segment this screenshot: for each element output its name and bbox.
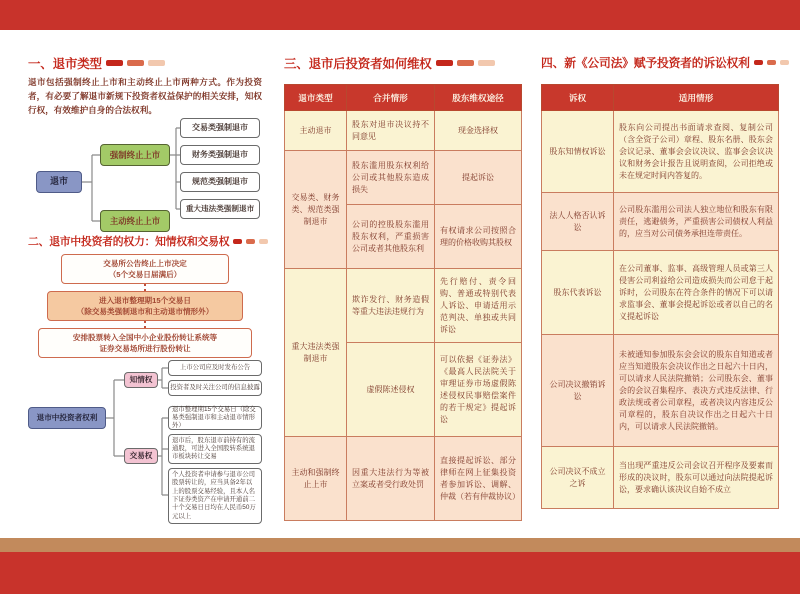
table-row <box>542 447 779 509</box>
litigation-rights-table <box>541 84 779 509</box>
cell-type: 主动退市 <box>285 111 347 151</box>
cell-remedy: 直接提起诉讼、部分律师在网上征集投资者参加诉讼、调解、仲裁（若有仲裁协议） <box>435 437 522 521</box>
cell-remedy: 有权请求公司按照合理的价格收购其股权 <box>435 205 522 269</box>
col-header-litigation-right: 诉权 <box>542 85 614 111</box>
table-row <box>285 111 522 151</box>
flow-node-trading-right: 交易权 <box>124 448 158 464</box>
section2-title: 二、退市中投资者的权力：知情权和交易权 <box>28 236 230 248</box>
table-row <box>542 193 779 251</box>
investor-rights-flowchart <box>28 360 262 528</box>
heading-dash-icon <box>259 239 268 244</box>
col-header-remedy: 股东维权途径 <box>435 85 522 111</box>
step-line: 证券交易场所进行股份转让 <box>99 344 191 353</box>
rights-protection-table-wrap <box>284 84 521 521</box>
cell-type: 重大违法类强制退市 <box>285 269 347 437</box>
delisting-types-flowchart <box>28 118 262 234</box>
flow-node-delisting: 退市 <box>36 171 82 193</box>
cell-right: 股东知情权诉讼 <box>542 111 614 193</box>
cell-remedy: 先行赔付、责令回购、普通或特别代表人诉讼、申请适用示范判决、单独或共同诉讼 <box>435 269 522 343</box>
cell-scenario: 公司股东滥用公司法人独立地位和股东有限责任，逃避债务，严重损害公司债权人利益的，应当对公司债务承担连带责任。 <box>614 193 779 251</box>
bottom-tan-band <box>0 538 800 552</box>
section1-heading <box>28 54 165 72</box>
step-line: （5个交易日届满后） <box>108 270 182 279</box>
flow-leaf-individual-investor-requirements: 个人投资者申请参与退市公司股票转让的，应当具备2年以上的股票交易经验，且本人名下证券类资产在申请开通前二十个交易日日均在人民币50万元以上 <box>168 468 262 524</box>
section4-heading <box>541 54 789 71</box>
heading-dash-icon <box>246 239 255 244</box>
heading-dash-icon <box>767 60 776 65</box>
heading-dash-icon <box>478 60 495 66</box>
col-header-applicable-situation: 适用情形 <box>614 85 779 111</box>
step-sorting-period <box>47 291 243 321</box>
litigation-rights-table-wrap <box>541 84 778 509</box>
heading-dash-icon <box>148 60 165 66</box>
table-row <box>542 251 779 335</box>
table-header-row <box>542 85 779 111</box>
cell-case: 因重大违法行为等被立案或者受行政处罚 <box>347 437 435 521</box>
cell-case: 欺诈发行、财务造假等重大违法违规行为 <box>347 269 435 343</box>
heading-dash-icon <box>754 60 763 65</box>
step-line: （除交易类强制退市和主动退市情形外） <box>76 307 214 316</box>
section1-intro: 退市包括强制终止上市和主动终止上市两种方式。作为投资者，有必要了解退市新规下投资者权益保护的相关安排，知权行权，有效维护自身的合法权利。 <box>28 77 262 115</box>
rights-protection-table <box>284 84 522 521</box>
table-header-row <box>285 85 522 111</box>
cell-case: 公司的控股股东滥用股东权利，严重损害公司或者其他股东利 <box>347 205 435 269</box>
cell-right: 公司决议撤销诉讼 <box>542 335 614 447</box>
step-line: 安排股票转入全国中小企业股份转让系统等 <box>72 333 218 342</box>
section2-heading <box>28 234 268 249</box>
cell-right: 公司决议不成立之诉 <box>542 447 614 509</box>
section1-title: 一、退市类型 <box>28 57 102 71</box>
table-row <box>542 111 779 193</box>
step-line: 交易所公告终止上市决定 <box>103 259 187 268</box>
cell-type: 主动和强制终止上市 <box>285 437 347 521</box>
cell-right: 法人人格否认诉讼 <box>542 193 614 251</box>
flow-leaf-nees-transfer: 退市后，股东退市前持有的流通股，可进入全国股转系统退市板块转让交易 <box>168 434 262 464</box>
table-row <box>285 269 522 343</box>
cell-remedy: 提起诉讼 <box>435 151 522 205</box>
cell-case: 股东滥用股东权利给公司或其他股东造成损失 <box>347 151 435 205</box>
step-transfer <box>38 328 252 358</box>
cell-remedy: 现金选择权 <box>435 111 522 151</box>
flow-node-investor-rights: 退市中投资者权利 <box>28 407 106 429</box>
flow-leaf-compliance-type: 规范类强制退市 <box>180 172 260 192</box>
delisting-process-steps <box>28 254 262 358</box>
heading-dash-icon <box>457 60 474 66</box>
table-row <box>285 437 522 521</box>
col-header-delisting-type: 退市类型 <box>285 85 347 111</box>
table-row <box>285 151 522 205</box>
flow-node-voluntary-delisting: 主动终止上市 <box>100 210 170 232</box>
dotted-connector <box>144 321 146 328</box>
flow-node-right-to-know: 知情权 <box>124 372 158 388</box>
column-rights-protection <box>284 30 521 538</box>
cell-type: 交易类、财务类、规范类强制退市 <box>285 151 347 269</box>
flow-leaf-financial-type: 财务类强制退市 <box>180 145 260 165</box>
flow-leaf-sorting-period: 退市整理期15个交易日（除交易类强制退市和主动退市情形外） <box>168 406 262 430</box>
cell-scenario: 未被通知参加股东会会议的股东自知道或者应当知道股东会决议作出之日起六十日内，可以请求人民法院撤销；公司股东会、董事会的会议召集程序、表决方式违反法律、行政法规或者公司章程，或者决议内容违反公司章程的，股东自决议作出之日起六十日内，可以请求人民法院撤销。 <box>614 335 779 447</box>
flow-leaf-investor-attention: 投资者及时关注公司的信息披露 <box>168 380 262 396</box>
col-header-situation: 合并情形 <box>347 85 435 111</box>
step-announcement <box>61 254 229 284</box>
cell-remedy: 可以依据《证券法》《最高人民法院关于审理证券市场虚假陈述侵权民事赔偿案件的若干规定》提起诉讼 <box>435 343 522 437</box>
flow-leaf-trading-type: 交易类强制退市 <box>180 118 260 138</box>
dotted-connector <box>144 284 146 291</box>
table-row <box>542 335 779 447</box>
heading-dash-icon <box>106 60 123 66</box>
column-delisting-types <box>28 30 262 538</box>
section3-title: 三、退市后投资者如何维权 <box>284 57 432 71</box>
heading-dash-icon <box>127 60 144 66</box>
cell-case: 虚假陈述侵权 <box>347 343 435 437</box>
cell-right: 股东代表诉讼 <box>542 251 614 335</box>
heading-dash-icon <box>233 239 242 244</box>
cell-scenario: 当出现严重违反公司会议召开程序及要素而形成的决议时，股东可以通过向法院提起诉讼，要求确认该决议自始不成立 <box>614 447 779 509</box>
cell-scenario: 股东向公司提出书面请求查阅、复制公司（含全资子公司）章程、股东名册、股东会会议记录、董事会会议决议、监事会会议决议和财务会计报告且说明查阅，公司拒绝或未在规定时间内答复的。 <box>614 111 779 193</box>
flow-leaf-major-violation-type: 重大违法类强制退市 <box>180 199 260 219</box>
step-line: 进入退市整理期15个交易日 <box>99 296 191 305</box>
flow-leaf-company-announcement: 上市公司应及时发布公告 <box>168 360 262 376</box>
cell-case: 股东对退市决议持不同意见 <box>347 111 435 151</box>
section3-heading <box>284 54 495 72</box>
section4-title: 四、新《公司法》赋予投资者的诉讼权利 <box>541 56 750 70</box>
heading-dash-icon <box>436 60 453 66</box>
column-litigation-rights <box>541 30 778 538</box>
flow-node-forced-delisting: 强制终止上市 <box>100 144 170 166</box>
heading-dash-icon <box>780 60 789 65</box>
cell-scenario: 在公司董事、监事、高级管理人员或第三人侵害公司利益给公司造成损失而公司怠于起诉时，公司股东在符合条件的情况下可以请求监事会、董事会提起诉讼或者以自己的名义提起诉讼 <box>614 251 779 335</box>
